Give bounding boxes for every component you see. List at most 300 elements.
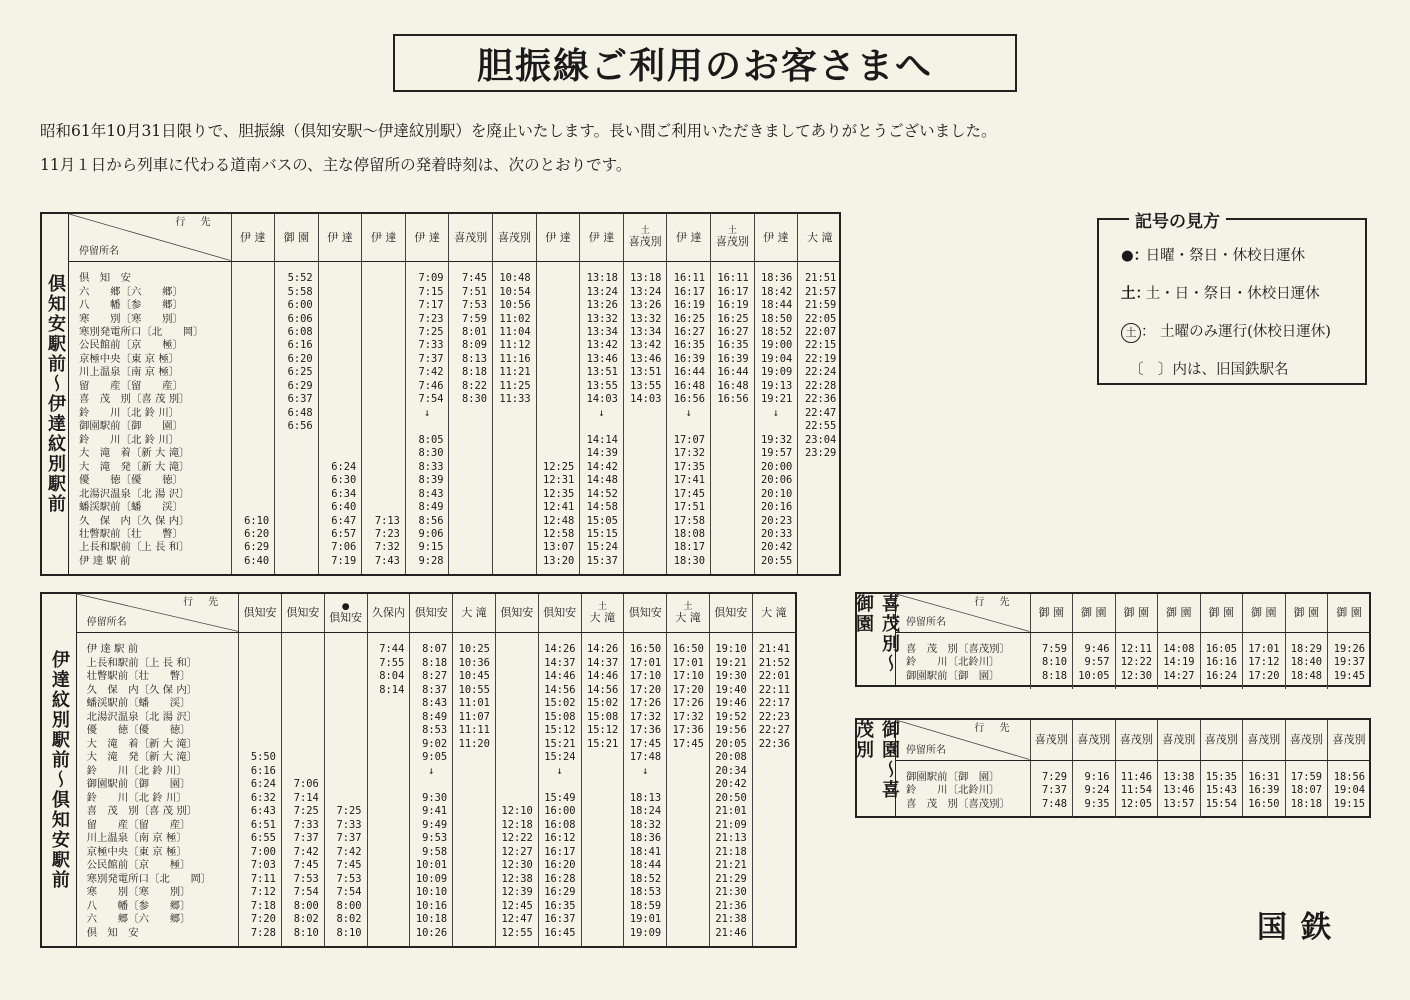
time-cell: 12:22 <box>495 832 538 846</box>
time-cell: 20:08 <box>709 751 752 765</box>
do-symbol: 土 <box>640 226 650 237</box>
column-header <box>1115 594 1158 632</box>
time-cell: 19:37 <box>1328 656 1371 669</box>
time-cell: 22:24 <box>798 366 842 379</box>
time-cell: 19:04 <box>1328 784 1371 797</box>
time-cell: 20:10 <box>754 487 798 500</box>
time-cell <box>281 724 324 738</box>
time-cell <box>711 514 755 527</box>
time-cell: 20:42 <box>709 778 752 792</box>
time-cell: 15:24 <box>538 751 581 765</box>
time-cell <box>752 805 795 819</box>
stop-name: 京極中央〔東 京 極〕 <box>79 352 180 365</box>
timetable-grid <box>896 720 1370 817</box>
time-cell: 6:06 <box>275 312 319 325</box>
direction-text: 御園〜喜茂別 <box>853 720 900 800</box>
down-arrow-icon: ↓ <box>624 764 667 778</box>
time-cell <box>318 420 362 433</box>
time-cell: 17:01 <box>624 656 667 670</box>
column-header <box>581 594 624 632</box>
time-cell <box>493 433 537 446</box>
time-cell: 11:07 <box>453 710 496 724</box>
time-cell <box>275 527 319 540</box>
table-row <box>77 710 795 724</box>
time-cell: 7:15 <box>405 285 449 298</box>
time-cell: 6:57 <box>318 527 362 540</box>
time-cell: 22:36 <box>798 393 842 406</box>
time-cell: 9:49 <box>410 818 453 832</box>
time-cell <box>711 501 755 514</box>
table-row <box>77 670 795 684</box>
stop-name: 鈴 川〔北 鈴 川〕 <box>79 433 180 446</box>
column-header <box>711 214 755 261</box>
time-cell: 12:10 <box>495 805 538 819</box>
time-cell <box>581 764 624 778</box>
time-cell: 9:46 <box>1073 643 1116 656</box>
stop-name: 久 保 内〔久 保 内〕 <box>79 514 190 527</box>
down-arrow-icon: ↓ <box>405 406 449 419</box>
column-header <box>410 594 453 632</box>
time-cell <box>453 818 496 832</box>
stop-name: 寒 別〔寒 別〕 <box>86 886 191 899</box>
column-header <box>1243 594 1286 632</box>
time-cell: 14:19 <box>1158 656 1201 669</box>
time-cell <box>752 764 795 778</box>
time-cell: 6:56 <box>275 420 319 433</box>
time-cell: 8:10 <box>324 926 367 940</box>
header-dest-label: 行 先 <box>175 217 217 228</box>
time-cell: 18:59 <box>624 899 667 913</box>
time-cell: 21:51 <box>798 272 842 285</box>
timetable-kutchan-to-date <box>40 212 841 576</box>
time-cell <box>581 899 624 913</box>
legend-box <box>1097 212 1367 385</box>
time-cell: 16:44 <box>667 366 711 379</box>
time-cell: 22:15 <box>798 339 842 352</box>
time-cell: 10:05 <box>1073 669 1116 682</box>
time-cell: 7:32 <box>362 541 406 554</box>
time-cell <box>623 554 667 567</box>
time-cell: 20:00 <box>754 460 798 473</box>
time-cell: 19:40 <box>709 683 752 697</box>
column-dest: 伊 達 <box>545 230 571 244</box>
time-cell: 14:26 <box>538 643 581 657</box>
time-cell <box>495 697 538 711</box>
time-cell: 11:20 <box>453 737 496 751</box>
time-cell <box>324 656 367 670</box>
time-cell: 12:22 <box>1115 656 1158 669</box>
column-header <box>798 214 842 261</box>
time-cell: 7:33 <box>281 818 324 832</box>
stop-name: 寒別発電所口〔北 岡〕 <box>79 325 204 338</box>
time-cell: 16:28 <box>538 872 581 886</box>
stop-name: 上長和駅前〔上 長 和〕 <box>79 541 190 554</box>
time-cell: 22:55 <box>798 420 842 433</box>
time-cell: 14:56 <box>581 683 624 697</box>
timetable-date-to-kutchan <box>40 592 797 948</box>
time-cell <box>324 697 367 711</box>
time-cell <box>275 554 319 567</box>
time-cell: 14:37 <box>581 656 624 670</box>
time-cell: 14:39 <box>580 447 624 460</box>
column-dest: 倶知安 <box>414 606 448 620</box>
time-cell: 18:48 <box>1285 669 1328 682</box>
time-cell <box>536 285 580 298</box>
time-cell: 7:33 <box>324 818 367 832</box>
down-arrow-icon: ↓ <box>538 764 581 778</box>
time-cell <box>231 299 275 312</box>
time-cell <box>318 312 362 325</box>
column-header <box>239 594 282 632</box>
time-cell: 13:26 <box>580 299 624 312</box>
time-cell <box>231 406 275 419</box>
time-cell <box>231 325 275 338</box>
time-cell: 13:42 <box>580 339 624 352</box>
time-cell <box>239 697 282 711</box>
time-cell: 5:58 <box>275 285 319 298</box>
time-cell: 7:17 <box>405 299 449 312</box>
time-cell: 7:37 <box>1030 784 1073 797</box>
time-cell: 9:41 <box>410 805 453 819</box>
time-cell: 14:52 <box>580 487 624 500</box>
time-cell <box>581 872 624 886</box>
stop-name: 公民館前〔京 極〕 <box>86 859 191 872</box>
table-row <box>896 643 1370 656</box>
direction-label <box>853 594 900 685</box>
time-cell: 12:30 <box>495 859 538 873</box>
time-cell: 16:00 <box>538 805 581 819</box>
time-cell: 22:01 <box>752 670 795 684</box>
time-cell: 13:18 <box>580 272 624 285</box>
time-cell <box>493 527 537 540</box>
time-cell: 15:35 <box>1200 771 1243 784</box>
time-cell: 7:33 <box>405 339 449 352</box>
time-cell: 10:09 <box>410 872 453 886</box>
time-cell: 19:15 <box>1328 797 1371 810</box>
time-cell <box>362 285 406 298</box>
time-cell: 13:26 <box>623 299 667 312</box>
time-cell: 17:26 <box>624 697 667 711</box>
time-cell: 7:37 <box>281 832 324 846</box>
time-cell <box>752 791 795 805</box>
time-cell <box>493 554 537 567</box>
time-cell: 12:39 <box>495 886 538 900</box>
time-cell: 18:36 <box>754 272 798 285</box>
table-row <box>896 797 1370 810</box>
time-cell <box>581 845 624 859</box>
time-cell <box>536 352 580 365</box>
table-row <box>69 487 841 500</box>
table-row <box>77 791 795 805</box>
stop-name: 大 滝 発〔新 大 滝〕 <box>79 460 190 473</box>
column-dest: 御 園 <box>1251 606 1277 620</box>
table-row <box>69 460 841 473</box>
time-cell <box>623 514 667 527</box>
time-cell: 19:32 <box>754 433 798 446</box>
direction-label <box>853 720 900 816</box>
stop-name: 久 保 内〔久 保 内〕 <box>86 683 198 696</box>
time-cell <box>281 697 324 711</box>
time-cell: 7:45 <box>281 859 324 873</box>
time-cell <box>453 899 496 913</box>
time-cell: 9:15 <box>405 541 449 554</box>
column-header <box>318 214 362 261</box>
time-cell: 7:13 <box>362 514 406 527</box>
time-cell <box>231 501 275 514</box>
time-cell: 8:56 <box>405 514 449 527</box>
time-cell: 16:19 <box>711 299 755 312</box>
time-cell: 5:52 <box>275 272 319 285</box>
stop-name: 喜 茂 別〔喜茂別〕 <box>906 797 1010 810</box>
column-dest: 御 園 <box>283 230 310 244</box>
stop-name: 倶 知 安 <box>79 272 131 285</box>
time-cell: 16:25 <box>711 312 755 325</box>
time-cell <box>536 339 580 352</box>
time-cell: 12:58 <box>536 527 580 540</box>
time-cell: 7:46 <box>405 379 449 392</box>
time-cell <box>711 447 755 460</box>
column-dest: 御 園 <box>1293 606 1319 620</box>
time-cell: 7:43 <box>362 554 406 567</box>
time-cell <box>623 447 667 460</box>
timetable-grid <box>69 214 841 574</box>
stop-name: 川上温泉〔南 京 極〕 <box>86 832 187 845</box>
time-cell: 22:11 <box>752 683 795 697</box>
time-cell: 14:08 <box>1158 643 1201 656</box>
time-cell: 7:59 <box>1030 643 1073 656</box>
column-header <box>667 214 711 261</box>
time-cell: 18:07 <box>1285 784 1328 797</box>
time-cell: 13:34 <box>580 325 624 338</box>
time-cell: 8:30 <box>449 393 493 406</box>
legend-item-sunday <box>1121 244 1305 265</box>
column-dest: 喜茂別 <box>454 230 488 244</box>
time-cell <box>453 926 496 940</box>
down-arrow-icon: ↓ <box>410 764 453 778</box>
time-cell: 15:54 <box>1200 797 1243 810</box>
stop-name: 伊 達 駅 前 <box>86 643 139 656</box>
time-cell: 16:27 <box>667 325 711 338</box>
legend-item-saturday <box>1121 282 1320 303</box>
time-cell <box>623 474 667 487</box>
stop-name: 北湯沢温泉〔北 湯 沢〕 <box>79 487 190 500</box>
time-cell <box>318 272 362 285</box>
time-cell: 12:55 <box>495 926 538 940</box>
time-cell: 8:18 <box>449 366 493 379</box>
time-cell <box>275 460 319 473</box>
time-cell: 13:24 <box>580 285 624 298</box>
time-cell <box>752 751 795 765</box>
time-cell <box>231 352 275 365</box>
time-cell: 16:05 <box>1200 643 1243 656</box>
time-cell <box>362 433 406 446</box>
column-dest: 倶知安 <box>714 606 748 620</box>
time-cell: 13:32 <box>623 312 667 325</box>
column-header <box>281 594 324 632</box>
time-cell: 18:24 <box>624 805 667 819</box>
time-cell: 5:50 <box>239 751 282 765</box>
time-cell <box>324 670 367 684</box>
time-cell <box>453 886 496 900</box>
time-cell: 15:12 <box>538 724 581 738</box>
time-cell: 13:57 <box>1158 797 1201 810</box>
table-row <box>69 447 841 460</box>
time-cell <box>798 527 842 540</box>
time-cell: 7:25 <box>324 805 367 819</box>
time-cell: 11:02 <box>493 312 537 325</box>
time-cell <box>581 778 624 792</box>
time-cell <box>667 818 710 832</box>
time-cell <box>536 379 580 392</box>
time-cell: 6:30 <box>318 474 362 487</box>
time-cell <box>798 487 842 500</box>
do-symbol: 土 <box>597 601 607 612</box>
stop-name: 優 徳〔優 徳〕 <box>79 474 183 487</box>
time-cell <box>367 697 410 711</box>
time-cell <box>453 832 496 846</box>
time-cell: 7:09 <box>405 272 449 285</box>
time-cell: 8:53 <box>410 724 453 738</box>
jnr-signature: 国鉄 <box>1257 910 1345 945</box>
table-row <box>77 899 795 913</box>
time-cell <box>367 913 410 927</box>
time-cell <box>752 818 795 832</box>
table-row <box>77 832 795 846</box>
time-cell: 7:23 <box>362 527 406 540</box>
table-row <box>69 406 841 419</box>
time-cell: 8:10 <box>1030 656 1073 669</box>
time-cell: 12:11 <box>1115 643 1158 656</box>
table-row <box>69 393 841 406</box>
header-dest-label: 行 先 <box>974 723 1016 734</box>
time-cell: 22:36 <box>752 737 795 751</box>
time-cell <box>453 845 496 859</box>
timetable-grid <box>77 594 795 946</box>
time-cell: 16:29 <box>538 886 581 900</box>
time-cell <box>581 818 624 832</box>
time-cell <box>536 366 580 379</box>
time-cell <box>667 886 710 900</box>
time-cell: 13:55 <box>623 379 667 392</box>
time-cell: 10:26 <box>410 926 453 940</box>
bracket-symbol: 〔 〕 <box>1129 362 1173 378</box>
column-dest: 大 滝 <box>675 610 701 624</box>
column-dest: 喜茂別 <box>1162 733 1196 747</box>
time-cell: 22:27 <box>752 724 795 738</box>
time-cell: 15:43 <box>1200 784 1243 797</box>
time-cell: 19:04 <box>754 352 798 365</box>
table-row <box>77 643 795 657</box>
time-cell <box>362 379 406 392</box>
time-cell <box>623 501 667 514</box>
time-cell: 13:42 <box>623 339 667 352</box>
time-cell <box>281 670 324 684</box>
table-row <box>69 554 841 567</box>
time-cell: 15:02 <box>581 697 624 711</box>
time-cell: 15:24 <box>580 541 624 554</box>
time-cell <box>495 643 538 657</box>
time-cell: 18:32 <box>624 818 667 832</box>
time-cell: 20:06 <box>754 474 798 487</box>
time-cell <box>493 406 537 419</box>
column-dest: 喜茂別 <box>1332 733 1366 747</box>
table-row <box>77 872 795 886</box>
time-cell <box>275 514 319 527</box>
time-cell: 20:05 <box>709 737 752 751</box>
stop-name: 優 徳〔優 徳〕 <box>86 724 191 737</box>
time-cell: 21:29 <box>709 872 752 886</box>
table-row <box>69 514 841 527</box>
stop-name: 鈴 川〔北 鈴 川〕 <box>86 791 187 804</box>
time-cell: 7:54 <box>405 393 449 406</box>
stop-name: 御園駅前〔御 園〕 <box>79 420 183 433</box>
time-cell: 6:20 <box>231 527 275 540</box>
table-row <box>69 272 841 285</box>
time-cell <box>667 791 710 805</box>
time-cell: 17:01 <box>667 656 710 670</box>
column-dest: 御 園 <box>1081 606 1107 620</box>
time-cell <box>493 420 537 433</box>
stop-name: 蟠渓駅前〔蟠 渓〕 <box>86 697 191 710</box>
time-cell: 13:38 <box>1158 771 1201 784</box>
time-cell <box>449 447 493 460</box>
table-row <box>896 669 1370 682</box>
time-cell <box>449 460 493 473</box>
intro-line-1: 昭和61年10月31日限りで、胆振線（倶知安駅〜伊達紋別駅）を廃止いたします。長い間ご利用いただきましてありがとうございました。 <box>40 122 997 140</box>
time-cell: 13:46 <box>580 352 624 365</box>
table-row <box>69 312 841 325</box>
time-cell <box>281 764 324 778</box>
direction-text: 倶知安駅前〜伊達紋別駅前 <box>45 274 66 514</box>
time-cell: 21:36 <box>709 899 752 913</box>
time-cell <box>667 805 710 819</box>
time-cell: 9:06 <box>405 527 449 540</box>
column-dest: 伊 達 <box>240 230 266 244</box>
time-cell: 17:35 <box>667 460 711 473</box>
time-cell: 8:10 <box>281 926 324 940</box>
time-cell: 16:20 <box>538 859 581 873</box>
table-row <box>896 656 1370 669</box>
time-cell: 21:38 <box>709 913 752 927</box>
time-cell: 14:42 <box>580 460 624 473</box>
column-header <box>754 214 798 261</box>
time-cell: 17:51 <box>667 501 711 514</box>
time-cell: 7:45 <box>324 859 367 873</box>
column-header <box>405 214 449 261</box>
time-cell <box>711 420 755 433</box>
time-cell <box>324 683 367 697</box>
table-row <box>69 379 841 392</box>
time-cell: 10:48 <box>493 272 537 285</box>
time-cell <box>231 312 275 325</box>
time-cell: 7:37 <box>324 832 367 846</box>
time-cell: 6:29 <box>275 379 319 392</box>
time-cell <box>667 764 710 778</box>
time-cell <box>239 724 282 738</box>
table-row <box>77 926 795 940</box>
time-cell: 17:36 <box>667 724 710 738</box>
table-row <box>77 859 795 873</box>
time-cell <box>495 670 538 684</box>
time-cell: 12:38 <box>495 872 538 886</box>
down-arrow-icon: ↓ <box>580 406 624 419</box>
time-cell: 13:55 <box>580 379 624 392</box>
time-cell <box>362 352 406 365</box>
column-header <box>624 594 667 632</box>
direction-label <box>42 594 77 946</box>
time-cell <box>536 433 580 446</box>
time-cell: 7:28 <box>239 926 282 940</box>
